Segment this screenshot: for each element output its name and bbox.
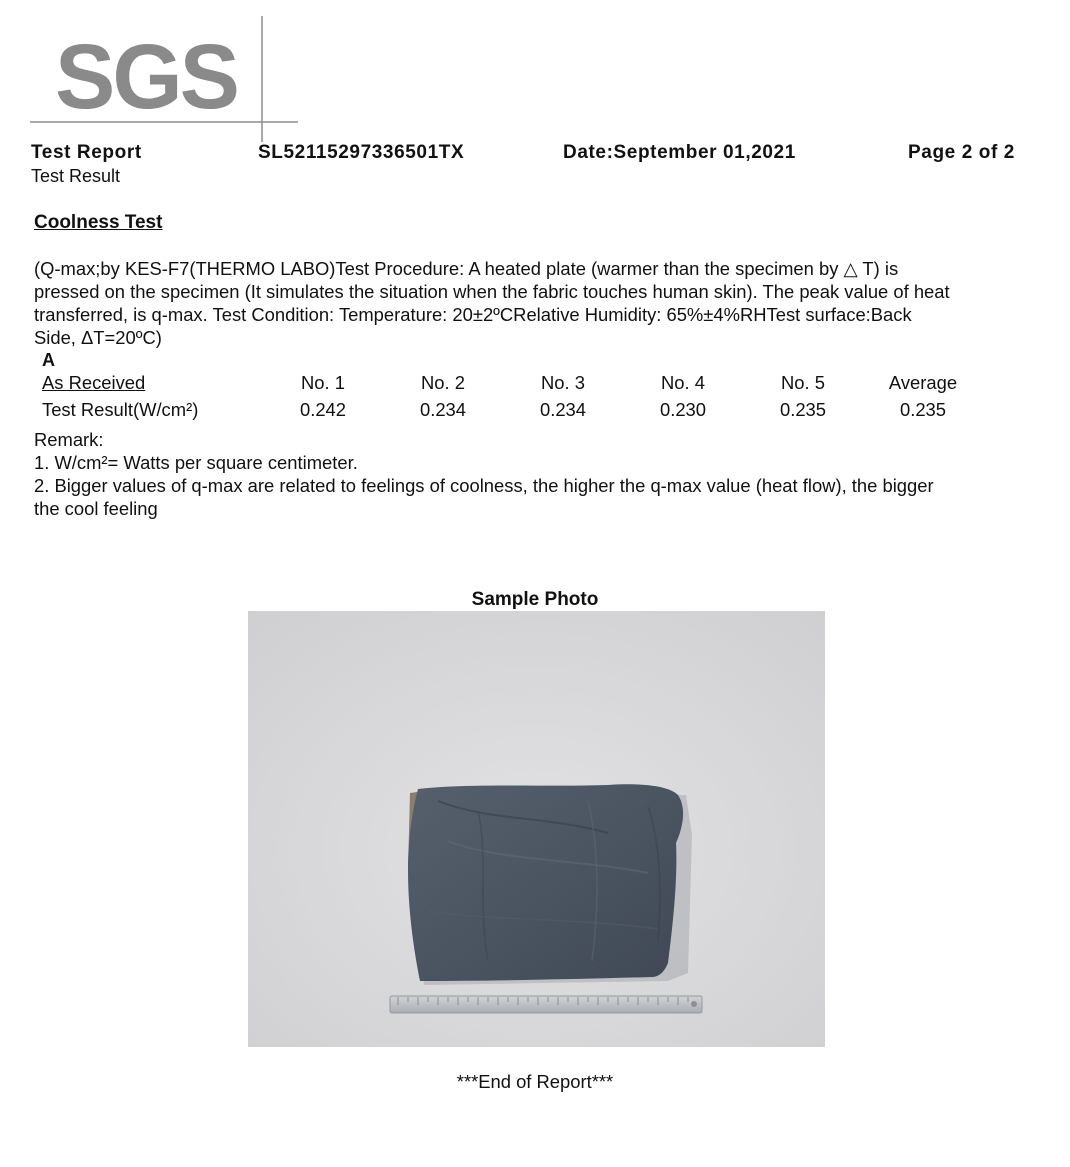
column-header: No. 3 xyxy=(541,372,585,393)
description-line: pressed on the specimen (It simulates the situation when the fabric touches human skin). The peak value of heat xyxy=(34,281,950,302)
report-subtitle: Test Result xyxy=(31,166,121,186)
column-header: No. 2 xyxy=(421,372,465,393)
average-value: 0.235 xyxy=(899,399,947,420)
remark-line: 2. Bigger values of q-max are related to feelings of coolness, the higher the q-max value (heat flow), the bigger xyxy=(34,475,934,496)
ruler-hole xyxy=(691,1001,697,1007)
photo-caption: Sample Photo xyxy=(471,589,599,610)
ruler xyxy=(390,996,702,1013)
sgs-logo-graphic xyxy=(30,12,300,144)
results-table xyxy=(0,372,1070,426)
result-value: 0.234 xyxy=(539,399,587,420)
test-description xyxy=(34,257,1044,349)
sample-group-label: A xyxy=(42,350,55,370)
result-value: 0.234 xyxy=(419,399,467,420)
description-line: (Q-max;by KES-F7(THERMO LABO)Test Procedure: A heated plate (warmer than the specimen by △ T) is xyxy=(34,258,899,279)
report-number: SL52115297336501TX xyxy=(258,142,465,163)
condition-label: As Received xyxy=(42,372,146,393)
column-header: No. 5 xyxy=(781,372,825,393)
section-title: Coolness Test xyxy=(34,212,163,233)
sgs-logo-text: SGS xyxy=(55,26,237,128)
end-of-report: ***End of Report*** xyxy=(456,1071,614,1092)
sample-photo xyxy=(248,611,825,1047)
remark-line: 1. W/cm²= Watts per square centimeter. xyxy=(34,452,358,473)
report-title: Test Report xyxy=(31,142,142,163)
page-indicator: Page 2 of 2 xyxy=(908,142,1015,163)
result-value: 0.230 xyxy=(659,399,707,420)
description-line: Side, ΔT=20ºC) xyxy=(34,327,162,348)
fabric-sample xyxy=(408,784,683,981)
row-label: Test Result(W/cm²) xyxy=(42,399,199,420)
report-date: Date:September 01,2021 xyxy=(563,142,796,163)
column-header: No. 4 xyxy=(661,372,705,393)
remark-line: the cool feeling xyxy=(34,498,158,519)
column-header: Average xyxy=(888,372,958,393)
result-value: 0.242 xyxy=(299,399,347,420)
column-header: No. 1 xyxy=(301,372,345,393)
remark-heading: Remark: xyxy=(34,429,104,450)
sample-photo-graphic xyxy=(248,611,825,1047)
remarks xyxy=(34,428,1044,520)
sgs-logo xyxy=(30,12,300,144)
description-line: transferred, is q-max. Test Condition: Temperature: 20±2ºCRelative Humidity: 65%±4%RHTest surface:Back xyxy=(34,304,912,325)
result-value: 0.235 xyxy=(779,399,827,420)
